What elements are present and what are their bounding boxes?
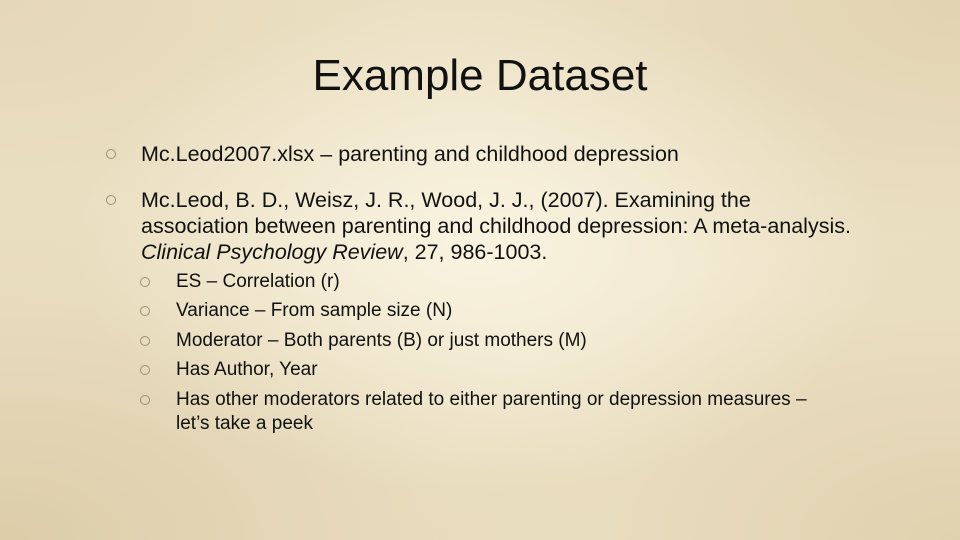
circle-bullet-icon	[140, 395, 150, 405]
circle-bullet-icon	[140, 306, 150, 316]
sub-bullet-variance	[176, 299, 836, 323]
sub-bullet-text: ES – Correlation (r)	[176, 271, 340, 292]
citation-journal: Clinical Psychology Review	[141, 240, 403, 264]
citation-volume-pages: , 27, 986-1003.	[402, 240, 548, 264]
circle-bullet-icon	[140, 277, 150, 287]
sub-bullet-text: Moderator – Both parents (B) or just mothers (M)	[176, 330, 587, 351]
sub-bullet-moderator	[176, 329, 836, 353]
bullet-item-citation	[141, 187, 861, 265]
sub-bullet-author-year	[176, 358, 836, 382]
sub-bullet-text: Has other moderators related to either parenting or depression measures – let’s take a peek	[176, 389, 807, 434]
citation-text: Mc.Leod, B. D., Weisz, J. R., Wood, J. J., (2007). Examining the association between parenting and childhood depression: A meta-analysis.	[141, 188, 851, 238]
sub-bullet-effect-size	[176, 270, 836, 294]
circle-bullet-icon	[106, 149, 116, 159]
sub-bullet-text: Variance – From sample size (N)	[176, 300, 453, 321]
sub-bullet-text: Has Author, Year	[176, 359, 318, 380]
sub-bullet-other-moderators	[176, 388, 836, 436]
circle-bullet-icon	[140, 336, 150, 346]
circle-bullet-icon	[106, 195, 116, 205]
slide-title: Example Dataset	[312, 51, 648, 100]
circle-bullet-icon	[140, 365, 150, 375]
bullet-text: Mc.Leod2007.xlsx – parenting and childhood depression	[141, 142, 679, 166]
bullet-item-dataset-file	[141, 141, 861, 167]
